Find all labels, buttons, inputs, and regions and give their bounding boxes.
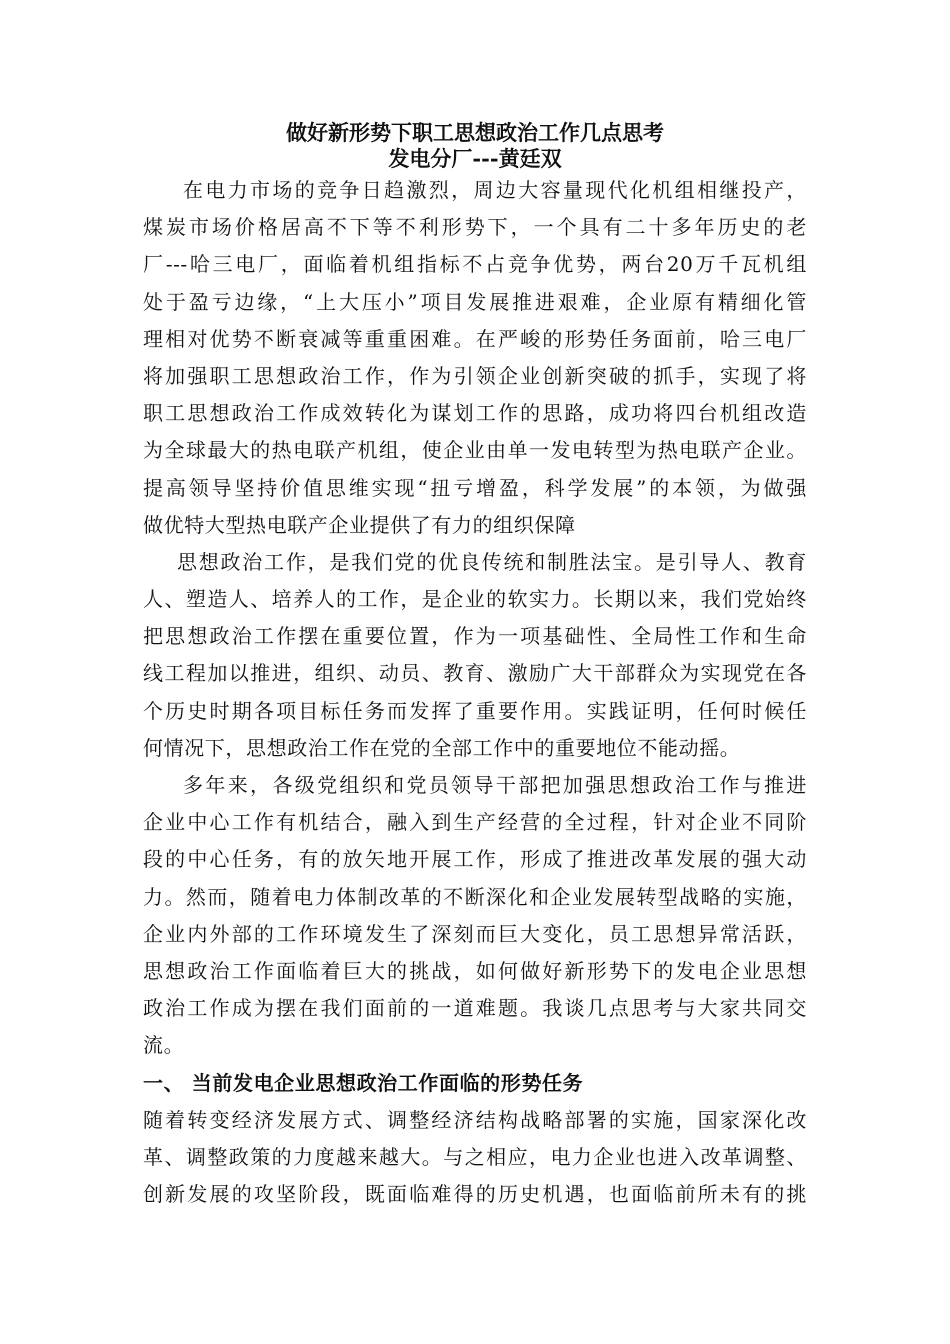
paragraph-line: 多年来，各级党组织和党员领导干部把加强思想政治工作与推进 bbox=[183, 773, 807, 797]
paragraph-line: 思想政治工作，是我们党的优良传统和制胜法宝。是引导人、教育 bbox=[177, 549, 807, 574]
paragraph-line: 在电力市场的竞争日趋激烈，周边大容量现代化机组相继投产， bbox=[183, 178, 807, 202]
paragraph-3 bbox=[143, 767, 807, 1065]
paragraph-line: 思想政治工作面临着巨大的挑战，如何做好新形势下的发电企业思想 bbox=[143, 958, 807, 983]
paragraph-line: 政治工作成为摆在我们面前的一道难题。我谈几点思考与大家共同交 bbox=[143, 996, 807, 1021]
paragraph-line: 理相对优势不断衰减等重重困难。在严峻的形势任务面前，哈三电厂 bbox=[143, 326, 807, 351]
paragraph-line: 随着转变经济发展方式、调整经济结构战略部署的实施，国家深化改 bbox=[143, 1107, 807, 1132]
paragraph-line: 企业中心工作有机结合，融入到生产经营的全过程，针对企业不同阶 bbox=[143, 810, 807, 835]
section-heading: 一、 当前发电企业思想政治工作面临的形势任务 bbox=[143, 1070, 584, 1095]
paragraph-1 bbox=[143, 172, 807, 544]
paragraph-line: 革、调整政策的力度越来越大。与之相应，电力企业也进入改革调整、 bbox=[143, 1144, 807, 1169]
paragraph-line: 段的中心任务，有的放矢地开展工作，形成了推进改革发展的强大动 bbox=[143, 847, 807, 872]
paragraph-line: 何情况下，思想政治工作在党的全部工作中的重要地位不能动摇。 bbox=[143, 735, 741, 760]
document-author: 发电分厂---黄廷双 bbox=[388, 146, 562, 171]
paragraph-line: 提高领导坚持价值思维实现“扭亏增盈，科学发展”的本领，为做强 bbox=[143, 475, 807, 500]
paragraph-line: 创新发展的攻坚阶段，既面临难得的历史机遇，也面临前所未有的挑 bbox=[143, 1182, 807, 1207]
paragraph-line: 个历史时期各项目标任务而发挥了重要作用。实践证明，任何时候任 bbox=[143, 698, 807, 723]
paragraph-line: 企业内外部的工作环境发生了深刻而巨大变化，员工思想异常活跃， bbox=[143, 921, 807, 946]
document-title: 做好新形势下职工思想政治工作几点思考 bbox=[286, 120, 664, 145]
paragraph-line: 将加强职工思想政治工作，作为引领企业创新突破的抓手，实现了将 bbox=[143, 363, 807, 388]
paragraph-line: 职工思想政治工作成效转化为谋划工作的思路，成功将四台机组改造 bbox=[143, 401, 807, 426]
paragraph-line: 厂---哈三电厂，面临着机组指标不占竞争优势，两台20万千瓦机组 bbox=[143, 252, 807, 277]
paragraph-line: 力。然而，随着电力体制改革的不断深化和企业发展转型战略的实施， bbox=[143, 884, 807, 909]
paragraph-2 bbox=[143, 544, 807, 767]
paragraph-line: 处于盈亏边缘，“上大压小”项目发展推进艰难，企业原有精细化管 bbox=[143, 289, 807, 314]
section-paragraph bbox=[143, 1102, 807, 1214]
document-body bbox=[143, 118, 807, 1213]
paragraph-line: 把思想政治工作摆在重要位置，作为一项基础性、全局性工作和生命 bbox=[143, 624, 807, 649]
paragraph-line: 流。 bbox=[143, 1033, 185, 1058]
paragraph-line: 为全球最大的热电联产机组，使企业由单一发电转型为热电联产企业。 bbox=[143, 438, 807, 463]
paragraph-line: 煤炭市场价格居高不下等不利形势下，一个具有二十多年历史的老 bbox=[143, 215, 807, 240]
paragraph-line: 做优特大型热电联产企业提供了有力的组织保障 bbox=[143, 512, 576, 537]
paragraph-line: 人、塑造人、培养人的工作，是企业的软实力。长期以来，我们党始终 bbox=[143, 587, 807, 612]
paragraph-line: 线工程加以推进，组织、动员、教育、激励广大干部群众为实现党在各 bbox=[143, 661, 807, 686]
